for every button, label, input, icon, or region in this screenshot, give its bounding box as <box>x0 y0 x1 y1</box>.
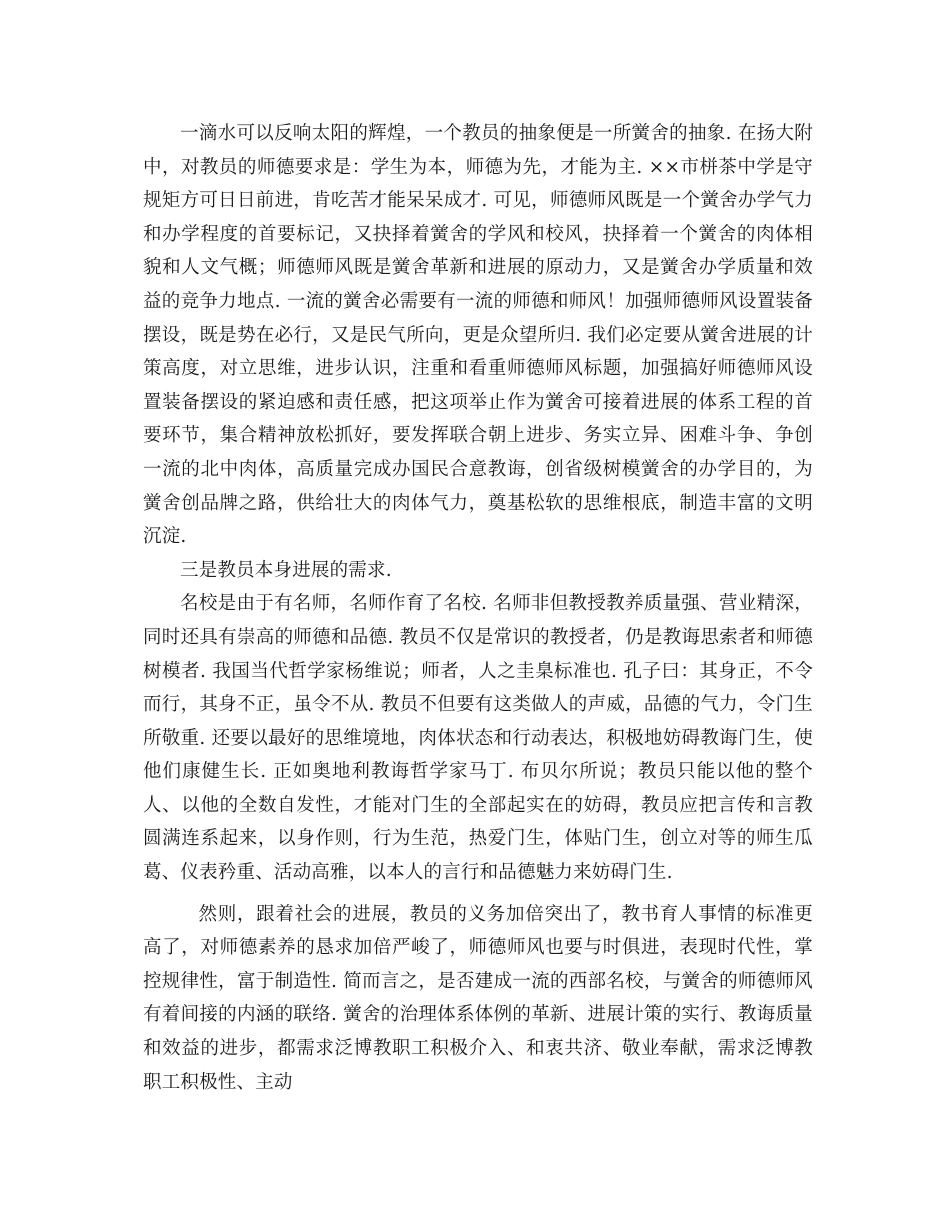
paragraph-4: 然则，跟着社会的进展，教员的义务加倍突出了，教书育人事情的标准更高了，对师德素养的恳求加倍严峻了，师德师风也要与时俱进，表现时代性，掌控规律性，富于制造性. 简而言之，是否建成一流的西部名校，与黉舍的师德师风有着间接的内涵的联络. 黉舍的治理体系体例的革新、进展计策的实行、教诲质量和效益的进步，都需求泛博教职工积极介入、和衷共济、敬业奉献，需求泛博教职工积极性、主动 <box>143 903 813 1093</box>
paragraph-2: 三是教员本身进展的需求. <box>180 559 392 581</box>
document-body <box>143 117 813 1099</box>
paragraph-3: 名校是由于有名师，名师作育了名校. 名师非但教授教养质量强、营业精深，同时还具有崇高的师德和品德. 教员不仅是常识的教授者，仍是教诲思索者和师德树模者. 我国当代哲学家杨维说；师者，人之圭臬标准也. 孔子曰：其身正，不令而行，其身不正，虽令不从. 教员不但要有这类做人的声威，品德的气力，令门生所敬重. 还要以最好的思维境地，肉体状态和行动表达，积极地妨碍教诲门生，使他们康健生长. 正如奥地利教诲哲学家马丁. 布贝尔所说；教员只能以他的整个人、以他的全数自发性，才能对门生的全部起实在的妨碍，教员应把言传和言教圆满连系起来，以身作则，行为生范，热爱门生，体贴门生，创立对等的师生瓜葛、仪表矜重、活动高雅，以本人的言行和品德魅力来妨碍门生. <box>143 593 813 884</box>
paragraph-1: 一滴水可以反响太阳的辉煌，一个教员的抽象便是一所黉舍的抽象. 在扬大附中，对教员的师德要求是：学生为本，师德为先，才能为主. ××市栟茶中学是守规矩方可日日前进，肯吃苦才能呆呆成才. 可见，师德师风既是一个黉舍办学气力和办学程度的首要标记，又抉择着黉舍的学风和校风，抉择着一个黉舍的肉体相貌和人文气概；师德师风既是黉舍革新和进展的原动力，又是黉舍办学质量和效益的竞争力地点. 一流的黉舍必需要有一流的师德和师风！加强师德师风设置装备摆设，既是势在必行，又是民气所向，更是众望所归. 我们必定要从黉舍进展的计策高度，对立思维，进步认识，注重和看重师德师风标题，加强搞好师德师风设置装备摆设的紧迫感和责任感，把这项举止作为黉舍可接着进展的体系工程的首要环节，集合精神放松抓好，要发挥联合朝上进步、务实立异、困难斗争、争创一流的北中肉体，高质量完成办国民合意教诲，创省级树模黉舍的办学目的，为黉舍创品牌之路，供给壮大的肉体气力，奠基松软的思维根底，制造丰富的文明沉淀. <box>143 123 813 548</box>
